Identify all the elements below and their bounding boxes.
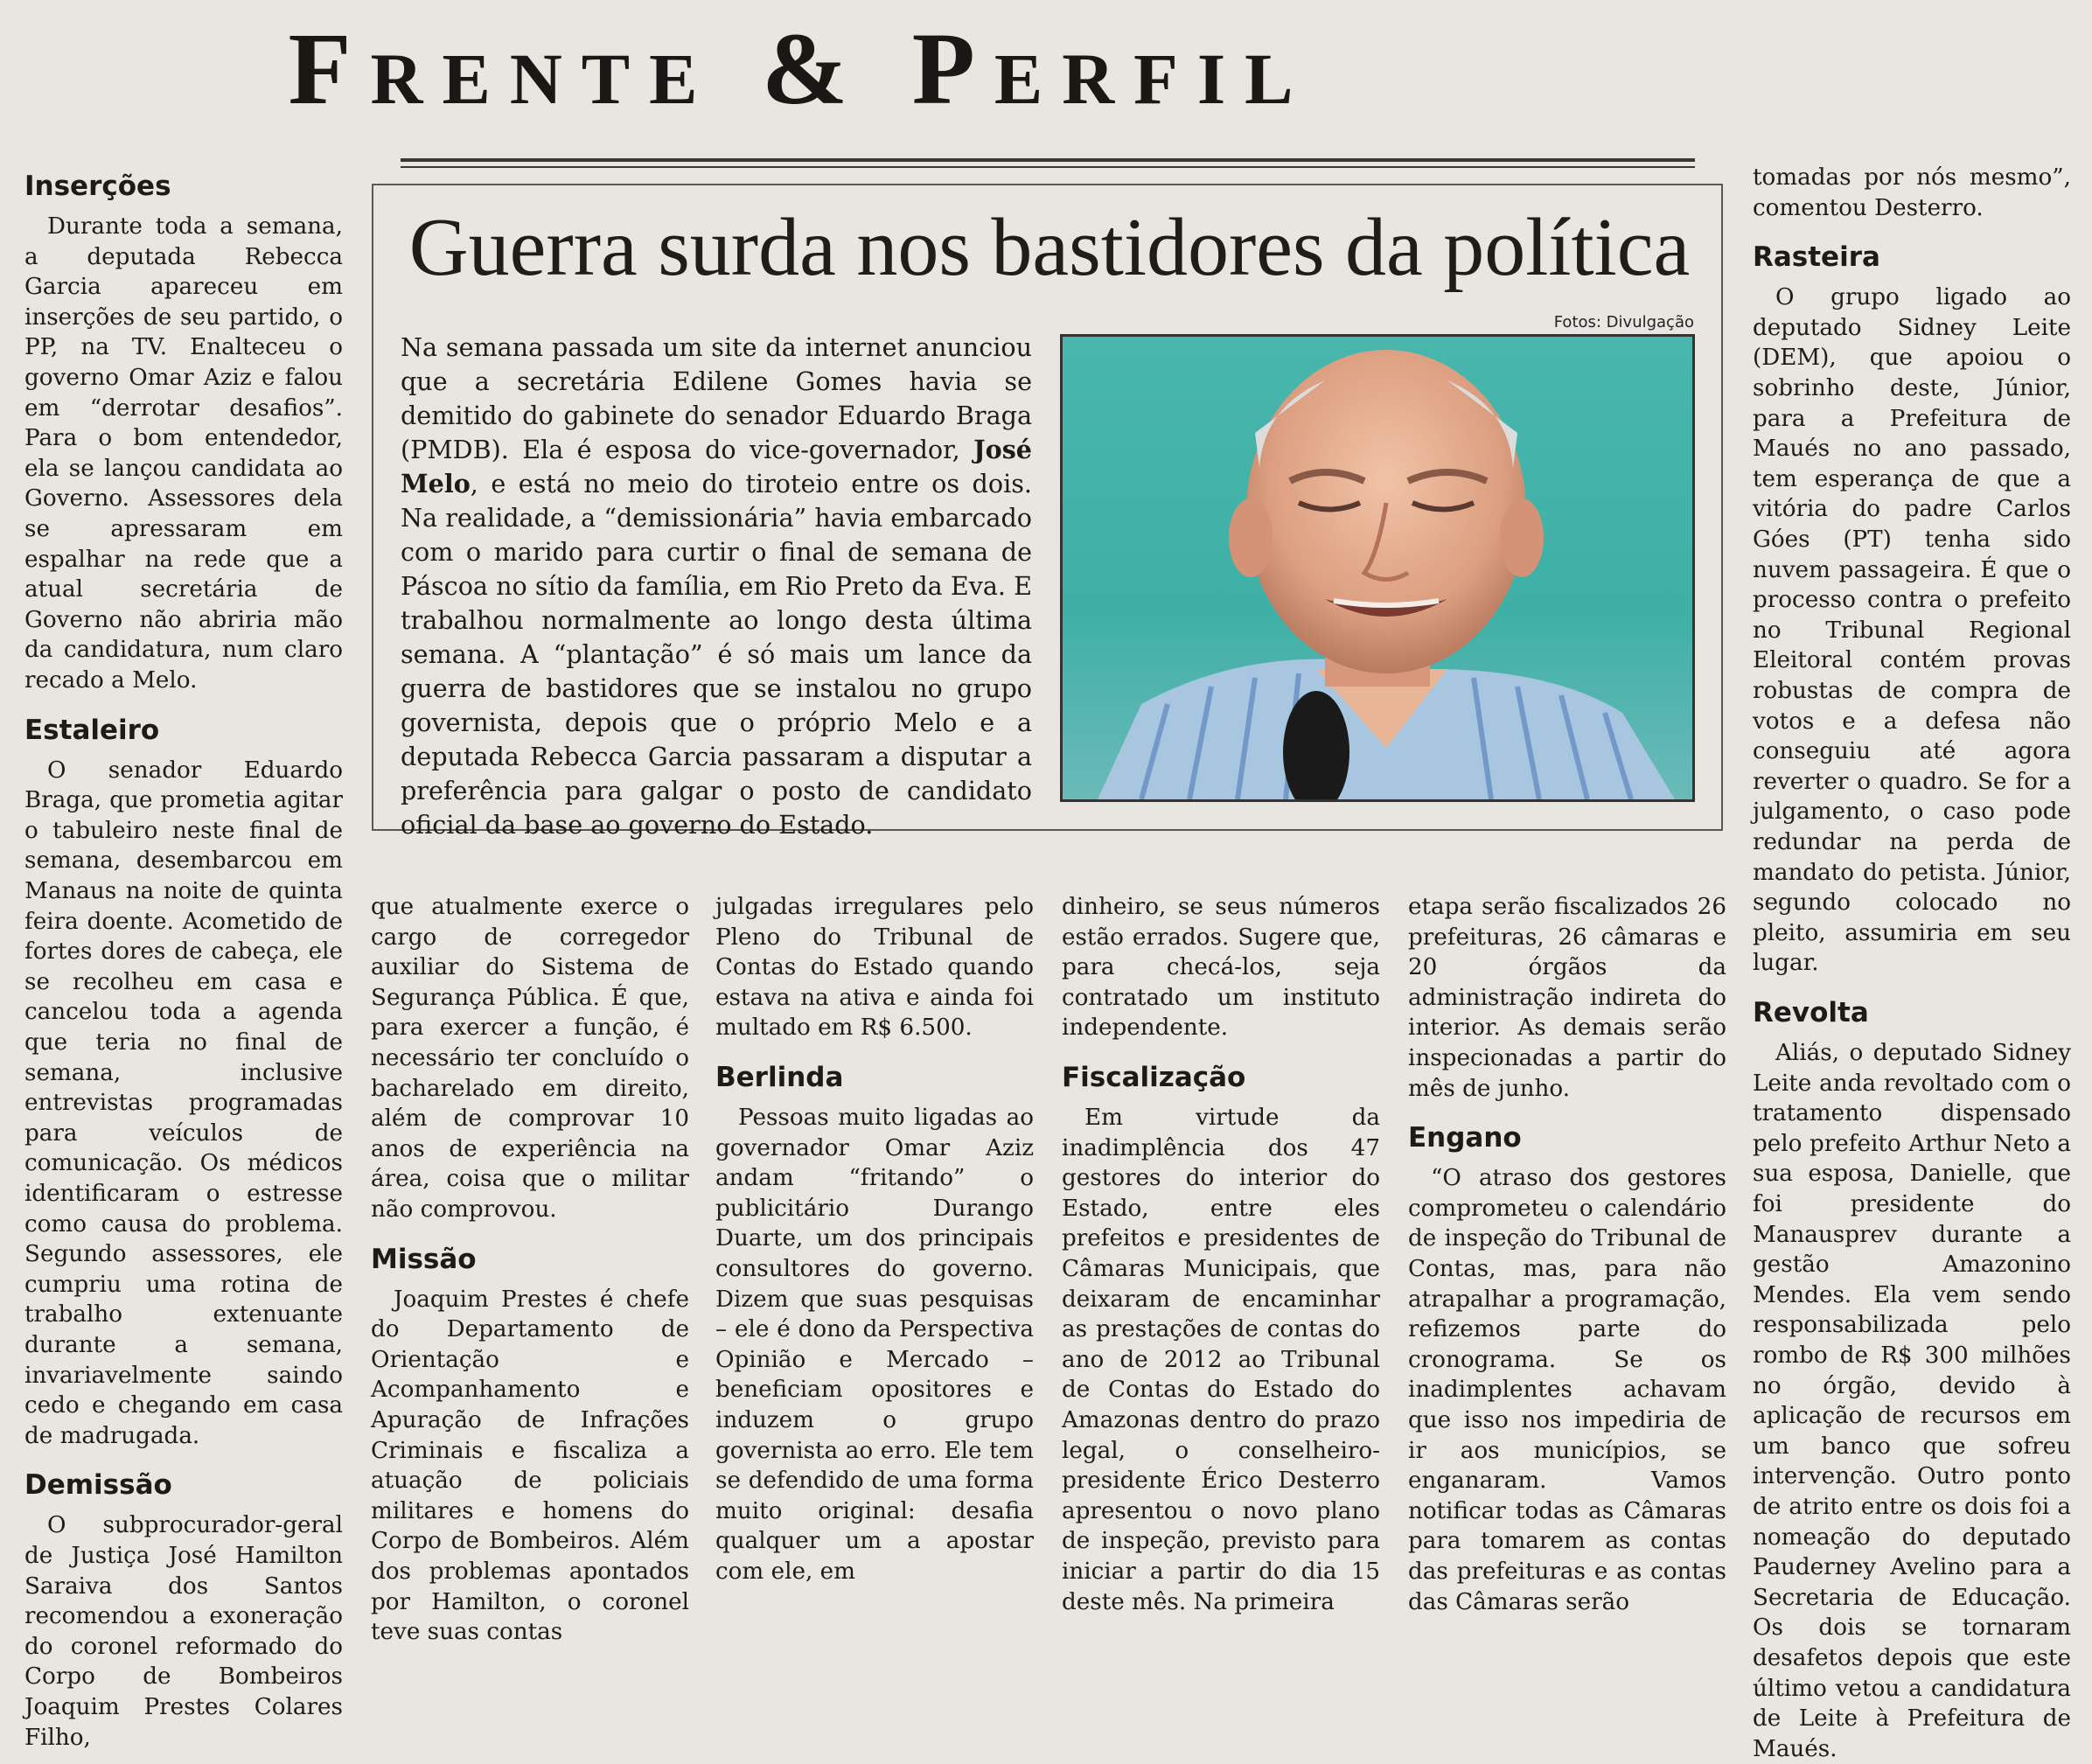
paragraph-engano: “O atraso dos gestores comprometeu o calendário de inspeção do Tribunal de Contas, mas, para não atrapalhar a programação, refizemos parte do cronograma. Se os inadimplentes achavam que isso nos impediria de ir aos municípios, se enganaram. Vamos notificar todas as Câmaras para tomarem as contas das prefeituras e as contas das Câmaras serão (1408, 1165, 1726, 1615)
subhead-rasteira: Rasteira (1753, 241, 1880, 274)
paragraph-etapa: etapa serão fiscalizados 26 prefeituras, 26 câmaras e 20 órgãos da administração indireta do interior. As demais serão inspecionadas a partir do mês de junho. (1408, 894, 1726, 1102)
article-headline: Guerra surda nos bastidores da política (408, 202, 1691, 293)
column-2 (371, 892, 689, 1648)
paragraph-fiscalizacao: Em virtude da inadimplência dos 47 gestores do interior do Estado, entre eles prefeitos e presidentes de Câmaras Municipais, que deixaram de encaminhar as prestações de contas do ano de 2012 ao Tribunal de Contas do Estado do Amazonas dentro do prazo legal, o conselheiro-presidente Érico Desterro apresentou o novo plano de inspeção, previsto para iniciar a partir do dia 15 deste mês. Na primeira (1062, 1105, 1380, 1615)
column-5 (1408, 892, 1726, 1617)
column-3 (715, 892, 1034, 1587)
subhead-berlinda: Berlinda (715, 1061, 844, 1093)
paragraph-revolta: Aliás, o deputado Sidney Leite anda revoltado com o tratamento dispensado pelo prefeito Arthur Neto a sua esposa, Danielle, que foi presidente do Manausprev durante a gestão Amazonino Mendes. Ela vem sendo responsabilizada pelo rombo de R$ 300 milhões no órgão, devido à aplicação de recursos em um banco que sofreu intervenção. Outro ponto de atrito entre os dois foi a nomeação do deputado Pauderney Avelino para a Secretaria de Educação. Os dois se tornaram desafetos depois que este último vetou a candidatura de Leite à Prefeitura de Maués. (1753, 1040, 2071, 1762)
subhead-fiscalizacao: Fiscalização (1062, 1061, 1246, 1093)
portrait-illustration (1063, 337, 1692, 799)
subhead-estaleiro: Estaleiro (24, 714, 160, 746)
masthead-rule (401, 158, 1695, 162)
paragraph-berlinda: Pessoas muito ligadas ao governador Omar Aziz andam “fritando” o publicitário Durango Duarte, um dos principais consultores do governo. Dizem que suas pesquisas – ele é dono da Perspectiva Opinião e Mercado –beneficiam opositores e induzem o grupo governista ao erro. Ele tem se defendido de uma forma muito original: desafia qualquer um a apostar com ele, em (715, 1105, 1034, 1585)
subhead-missao: Missão (371, 1243, 477, 1275)
section-masthead: Frente & Perfil (288, 11, 1313, 126)
subhead-insercoes: Inserções (24, 171, 171, 202)
bleed-through-text (568, 840, 575, 866)
subhead-demissao: Demissão (24, 1469, 172, 1502)
lead-text-2: , e está no meio do tiroteio entre os dois. Na realidade, a “demissionária” havia embarcado com o marido para curtir o final de semana de Páscoa no sítio da família, em Rio Preto da Eva. E trabalhou normalmente ao longo desta última semana. A “plantação” é só mais um lance da guerra de bastidores que se instalou no grupo governista, depois que o próprio Melo e a deputada Rebecca Garcia passaram a disputar a preferência para galgar o posto de candidato oficial da base ao governo do Estado. (401, 469, 1032, 840)
paragraph-demissao: O subprocurador-geral de Justiça José Hamilton Saraiva dos Santos recomendou a exoneração do coronel reformado do Corpo de Bombeiros Joaquim Prestes Colares Filho, (24, 1512, 343, 1751)
column-6 (1753, 163, 2071, 1764)
subhead-engano: Engano (1408, 1122, 1522, 1154)
masthead-rule-thin (401, 166, 1695, 168)
paragraph-dinheiro: dinheiro, se seus números estão errados. Sugere que, para checá-los, seja contratado um instituto independente. (1062, 894, 1380, 1042)
paragraph-rasteira: O grupo ligado ao deputado Sidney Leite (DEM), que apoiou o sobrinho deste, Júnior, para a Prefeitura de Maués no ano passado, tem esperança de que a vitória do padre Carlos Góes (PT) tenha sido nuvem passageira. É que o processo contra o prefeito no Tribunal Regional Eleitoral contém provas robustas de compra de votos e a defesa não conseguiu até agora reverter o quadro. Se for a julgamento, o caso pode redundar na perda de mandato do petista. Júnior, segundo colocado no pleito, assumiria em seu lugar. (1753, 284, 2071, 977)
subhead-revolta: Revolta (1753, 996, 1869, 1028)
column-4 (1062, 892, 1380, 1617)
photo-credit: Fotos: Divulgação (1553, 313, 1694, 331)
paragraph-corregedor: que atualmente exerce o cargo de corregedor auxiliar do Sistema de Segurança Pública. É que, para exercer a função, é necessário ter concluído o bacharelado em direito, além de comprovar 10 anos de experiência na área, coisa que o militar não comprovou. (371, 894, 689, 1223)
paragraph-desterro: tomadas por nós mesmo”, comentou Desterro. (1753, 164, 2071, 221)
paragraph-missao: Joaquim Prestes é chefe do Departamento de Orientação e Acompanhamento e Apuração de Infrações Criminais e fiscaliza a atuação de policiais militares e homens do Corpo de Bombeiros. Além dos problemas apontados por Hamilton, o coronel teve suas contas (371, 1286, 689, 1646)
lead-paragraph (401, 331, 1032, 842)
paragraph-estaleiro: O senador Eduardo Braga, que prometia agitar o tabuleiro neste final de semana, desembarcou em Manaus na noite de quinta feira doente. Acometido de fortes dores de cabeça, ele se recolheu em casa e cancelou toda a agenda que teria no final de semana, inclusive entrevistas programadas para veículos de comunicação. Os médicos identificaram o estresse como causa do problema. Segundo assessores, ele cumpriu uma rotina de trabalho extenuante durante a semana, invariavelmente saindo cedo e chegando em casa de madrugada. (24, 756, 343, 1449)
paragraph-contas: julgadas irregulares pelo Pleno do Tribunal de Contas do Estado quando estava na ativa e ainda foi multado em R$ 6.500. (715, 894, 1034, 1042)
portrait-photo (1060, 334, 1695, 802)
lead-name: José Melo (401, 435, 1032, 499)
paragraph-insercoes: Durante toda a semana, a deputada Rebecca Garcia apareceu em inserções de seu partido, o PP, na TV. Enalteceu o governo Omar Aziz e falou em “derrotar desafios”. Para o bom entendedor, ela se lançou candidata ao Governo. Assessores dela se apressaram em espalhar na rede que a atual secretária de Governo não abriria mão da candidatura, num claro recado a Melo. (24, 213, 343, 694)
lead-text-1: Na semana passada um site da internet anunciou que a secretária Edilene Gomes havia se demitido do gabinete do senador Eduardo Braga (PMDB). Ela é esposa do vice-governador, (401, 332, 1032, 464)
column-1 (24, 171, 343, 1753)
